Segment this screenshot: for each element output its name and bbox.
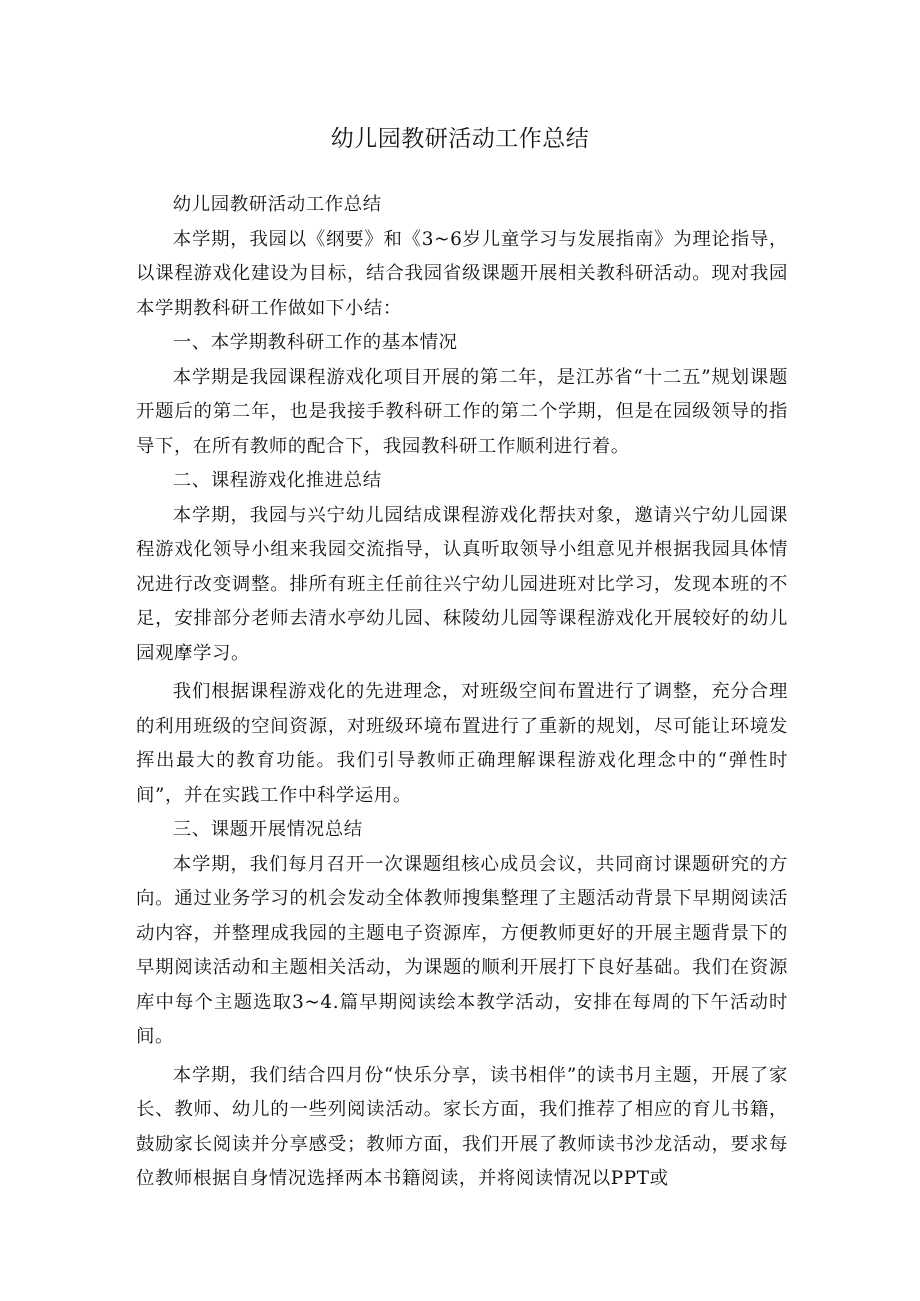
body-paragraph: 本学期是我园课程游戏化项目开展的第二年，是江苏省“十二五”规划课题开题后的第二年，也是我接手教科研工作的第二个学期，但是在园级领导的指导下，在所有教师的配合下，我园教科研工作顺利进行着。 — [136, 366, 788, 457]
document-body — [136, 188, 788, 1197]
body-paragraph: 本学期，我们每月召开一次课题组核心成员会议，共同商讨课题研究的方向。通过业务学习的机会发动全体教师搜集整理了主题活动背景下早期阅读活动内容，并整理成我园的主题电子资源库，方便教师更好的开展主题背景下的早期阅读活动和主题相关活动，为课题的顺利开展打下良好基础。我们在资源库中每个主题选取3~4.篇早期阅读绘本教学活动，安排在每周的下午活动时间。 — [136, 853, 788, 1047]
section-heading-2: 二、课程游戏化推进总结 — [172, 470, 382, 491]
subtitle-paragraph: 幼儿园教研活动工作总结 — [172, 194, 382, 215]
body-paragraph: 本学期，我们结合四月份“快乐分享，读书相伴”的读书月主题，开展了家长、教师、幼儿的一些列阅读活动。家长方面，我们推荐了相应的育儿书籍，鼓励家长阅读并分享感受；教师方面，我们开展了教师读书沙龙活动，要求每位教师根据自身情况选择两本书籍阅读，并将阅读情况以PPT或 — [136, 1064, 788, 1189]
body-paragraph: 我们根据课程游戏化的先进理念，对班级空间布置进行了调整，充分合理的利用班级的空间资源，对班级环境布置进行了重新的规划，尽可能让环境发挥出最大的教育功能。我们引导教师正确理解课程游戏化理念中的“弹性时间”，并在实践工作中科学运用。 — [136, 681, 788, 806]
intro-paragraph: 本学期，我园以《纲要》和《3~6岁儿童学习与发展指南》为理论指导，以课程游戏化建设为目标，结合我园省级课题开展相关教科研活动。现对我园本学期教科研工作做如下小结： — [136, 228, 788, 319]
section-heading-3: 三、课题开展情况总结 — [172, 819, 363, 840]
document-title: 幼儿园教研活动工作总结 — [330, 126, 590, 152]
body-paragraph: 本学期，我园与兴宁幼儿园结成课程游戏化帮扶对象，邀请兴宁幼儿园课程游戏化领导小组来我园交流指导，认真听取领导小组意见并根据我园具体情况进行改变调整。排所有班主任前往兴宁幼儿园进班对比学习，发现本班的不足，安排部分老师去清水亭幼儿园、秣陵幼儿园等课程游戏化开展较好的幼儿园观摩学习。 — [136, 504, 788, 664]
section-heading-1: 一、本学期教科研工作的基本情况 — [172, 332, 458, 353]
